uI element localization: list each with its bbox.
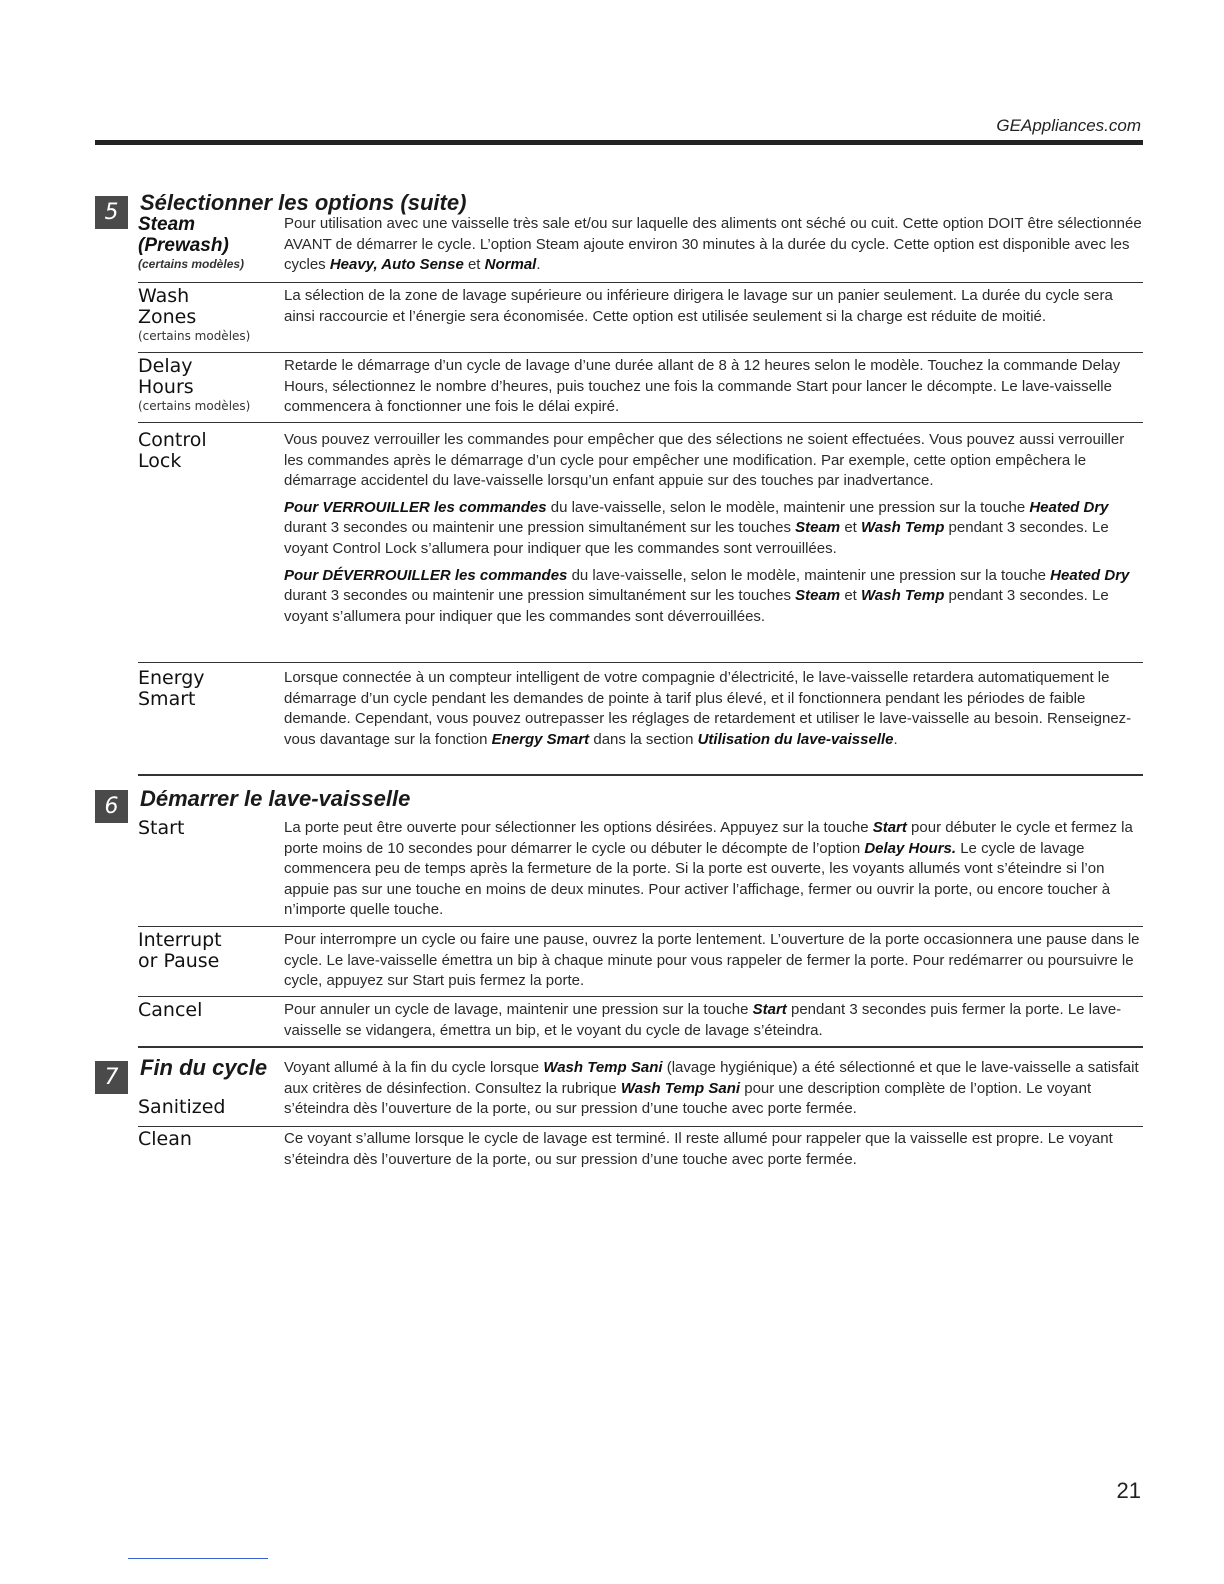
body-text: Retarde le démarrage d’un cycle de lavage d’une durée allant de 8 à 12 heures selon le modèle. Touchez la commande Delay Hours, sélectionnez le nombre d’heures, puis touchez une fois la commande Start pour lancer le décompte. Le lave-vaisselle commencera à fonctionner une fois le délai expiré. xyxy=(284,357,1121,416)
entry-term xyxy=(138,286,278,344)
emphasis-text: Start xyxy=(752,1001,787,1018)
divider xyxy=(138,282,1143,283)
entry-term xyxy=(138,1097,278,1118)
body-text: . xyxy=(536,256,541,274)
section-number-badge: 5 xyxy=(95,196,128,229)
body-text: La sélection de la zone de lavage supérieure ou inférieure dirigera le lavage sur un panier seulement. La durée du cycle sera ainsi raccourcie et l’énergie sera économisée. Cette option est utilisée seulement si la charge est réduite de moitié. xyxy=(284,287,1113,325)
divider xyxy=(138,422,1143,423)
entry-description xyxy=(284,356,1143,418)
description-paragraph xyxy=(284,1000,1143,1041)
emphasis-text: Normal xyxy=(484,256,537,274)
entry-description xyxy=(284,668,1143,750)
model-note: (certains modèles) xyxy=(138,399,251,413)
emphasis-text: Heated Dry xyxy=(1050,566,1130,584)
entry-description xyxy=(284,930,1143,992)
site-url: GEAppliances.com xyxy=(996,116,1141,135)
term-line: Wash xyxy=(138,285,190,307)
entry-description xyxy=(284,818,1143,921)
body-text: durant 3 secondes ou maintenir une pression simultanément sur les touches xyxy=(284,587,796,605)
model-note: (certains modèles) xyxy=(138,329,251,343)
term-line: Start xyxy=(138,817,185,839)
footer-rule xyxy=(128,1558,268,1559)
body-text: et xyxy=(463,256,485,274)
emphasis-text: Wash Temp xyxy=(861,519,945,537)
entry-term xyxy=(138,1129,278,1150)
emphasis-text: Heavy, Auto Sense xyxy=(329,256,464,274)
body-text: Lorsque connectée à un compteur intelligent de votre compagnie d’électricité, le lave-vaisselle retardera automatiquement le démarrage d’un cycle pendant les demandes de pointe à tarif plus élevé, et il fonctionnera pendant les périodes de faible demande. Cependant, vous pouvez outrepasser les réglages de retardement et utiliser le lave-vaisselle au besoin. Renseignez-vous davantage sur la fonction xyxy=(284,669,1132,748)
body-text: pour débuter le cycle et fermez la porte moins de 10 secondes pour démarrer le cycle ou débuter le décompte de l’option xyxy=(284,819,1133,857)
entry-description xyxy=(284,430,1143,627)
body-text: Pour utilisation avec une vaisselle très sale et/ou sur laquelle des aliments ont séché ou cuit. Cette option DOIT être sélectionnée AVANT de démarrer le cycle. L’option Steam ajoute environ 30 minutes à la durée du cycle. Cette option est disponible avec les cycles xyxy=(284,215,1142,274)
term-line: Energy xyxy=(138,667,205,689)
emphasis-text: Wash Temp Sani xyxy=(620,1079,741,1097)
entry-term xyxy=(138,356,278,414)
description-paragraph xyxy=(284,430,1143,492)
divider xyxy=(138,926,1143,927)
body-text: Le cycle de lavage commencera peu de temps après la fermeture de la porte. Si la porte est ouverte, les voyants allumés vont s’éteindre si l’on appuie pas sur une touche en moins de deux minutes. Pour activer l’affichage, fermer ou ouvrir la porte, ou encore toucher à n’importe quelle touche. xyxy=(284,839,1111,919)
section-title: Démarrer le lave-vaisselle xyxy=(140,786,411,811)
entry-term xyxy=(138,930,278,972)
term-line: (Prewash) xyxy=(138,235,229,256)
body-text: durant 3 secondes ou maintenir une pression simultanément sur les touches xyxy=(284,519,796,537)
page-number: 21 xyxy=(1116,1478,1141,1503)
divider xyxy=(138,352,1143,353)
divider xyxy=(138,1126,1143,1127)
entry-description xyxy=(284,1058,1143,1120)
divider xyxy=(138,996,1143,997)
emphasis-text: Wash Temp Sani xyxy=(543,1059,663,1076)
emphasis-text: Pour DÉVERROUILLER les commandes xyxy=(284,566,568,584)
body-text: pendant 3 secondes puis fermer la porte. Le lave-vaisselle se vidangera, émettra un bip, et le voyant du cycle de lavage s’éteindra. xyxy=(284,1001,1122,1039)
model-note: (certains modèles) xyxy=(138,257,245,271)
body-text: (lavage hygiénique) a été sélectionné et que le lave-vaisselle a satisfait aux critères de désinfection. Consultez la rubrique xyxy=(284,1059,1139,1097)
description-paragraph xyxy=(284,286,1143,327)
entry-description xyxy=(284,214,1143,276)
body-text: Pour annuler un cycle de lavage, maintenir une pression sur la touche xyxy=(284,1001,753,1018)
emphasis-text: Utilisation du lave-vaisselle xyxy=(697,730,894,748)
body-text: Ce voyant s’allume lorsque le cycle de lavage est terminé. Il reste allumé pour rappeler que la vaisselle est propre. Le voyant s’éteindra dès l’ouverture de la porte, ou sur pression d’une touche avec porte fermée. xyxy=(284,1130,1113,1168)
entry-term xyxy=(138,668,278,710)
body-text: pour une description complète de l’option. Le voyant s’éteindra dès l’ouverture de la porte, ou sur pression d’une touche avec porte fermée. xyxy=(284,1079,1092,1118)
term-line: Delay xyxy=(138,355,193,377)
body-text: du lave-vaisselle, selon le modèle, maintenir une pression sur la touche xyxy=(567,566,1051,584)
term-line: Smart xyxy=(138,688,196,710)
entry-term xyxy=(138,430,278,472)
entry-description xyxy=(284,1129,1143,1170)
term-line: Lock xyxy=(138,450,182,472)
body-text: . xyxy=(893,730,898,748)
term-line: Clean xyxy=(138,1128,192,1150)
term-line: Cancel xyxy=(138,999,203,1021)
description-paragraph xyxy=(284,356,1143,418)
emphasis-text: Pour VERROUILLER les commandes xyxy=(284,498,547,516)
body-text: Voyant allumé à la fin du cycle lorsque xyxy=(284,1059,544,1076)
description-paragraph xyxy=(284,1129,1143,1170)
term-line: Zones xyxy=(138,306,197,328)
section-number-badge: 7 xyxy=(95,1061,128,1094)
description-paragraph xyxy=(284,818,1143,921)
entry-term xyxy=(138,818,278,839)
body-text: Vous pouvez verrouiller les commandes pour empêcher que des sélections ne soient effectuées. Vous pouvez aussi verrouiller les commandes après le démarrage d’un cycle pour empêcher une modification. Par exemple, cette option empêchera le démarrage accidentel du lave-vaisselle lorsqu’un enfant appuie sur des touches par inadvertance. xyxy=(284,431,1125,490)
emphasis-text: Wash Temp xyxy=(861,587,945,605)
body-text: et xyxy=(840,587,862,605)
divider xyxy=(138,1046,1143,1048)
divider xyxy=(138,662,1143,663)
description-paragraph xyxy=(284,498,1143,560)
emphasis-text: Steam xyxy=(795,519,841,537)
description-paragraph xyxy=(284,214,1143,276)
emphasis-text: Steam xyxy=(795,587,841,605)
body-text: du lave-vaisselle, selon le modèle, maintenir une pression sur la touche xyxy=(546,498,1030,516)
body-text: Pour interrompre un cycle ou faire une pause, ouvrez la porte lentement. L’ouverture de la porte occasionnera une pause dans le cycle. Le lave-vaisselle émettra un bip à chaque minute pour vous rappeler de fermer la porte. Pour redémarrer ou poursuivre le cycle, appuyez sur Start puis fermez la porte. xyxy=(284,931,1140,990)
emphasis-text: Energy Smart xyxy=(491,730,590,748)
term-line: Steam xyxy=(138,214,196,235)
body-text: et xyxy=(840,519,862,537)
emphasis-text: Delay Hours. xyxy=(864,839,957,857)
entry-description xyxy=(284,1000,1143,1041)
section-title: Sélectionner les options (suite) xyxy=(140,190,467,215)
section-number-badge: 6 xyxy=(95,790,128,823)
term-line: Hours xyxy=(138,376,194,398)
description-paragraph xyxy=(284,930,1143,992)
entry-term xyxy=(138,214,278,272)
body-text: dans la section xyxy=(589,730,698,748)
term-line: Control xyxy=(138,429,207,451)
term-line: Interrupt xyxy=(138,929,222,951)
description-paragraph xyxy=(284,668,1143,750)
section-title: Fin du cycle xyxy=(140,1055,268,1080)
term-line: or Pause xyxy=(138,950,220,972)
emphasis-text: Start xyxy=(872,819,907,836)
description-paragraph xyxy=(284,566,1143,628)
entry-description xyxy=(284,286,1143,327)
body-text: pendant 3 secondes. Le voyant Control Lock s’allumera pour indiquer que les commandes sont verrouillées. xyxy=(284,519,1109,557)
entry-term xyxy=(138,1000,278,1021)
description-paragraph xyxy=(284,1058,1143,1120)
body-text: pendant 3 secondes. Le voyant s’allumera pour indiquer que les commandes sont déverrouillées. xyxy=(284,587,1109,625)
divider xyxy=(138,774,1143,776)
body-text: La porte peut être ouverte pour sélectionner les options désirées. Appuyez sur la touche xyxy=(284,819,873,836)
term-line: Sanitized xyxy=(138,1096,226,1118)
emphasis-text: Heated Dry xyxy=(1029,498,1109,516)
header-rule xyxy=(95,140,1143,145)
